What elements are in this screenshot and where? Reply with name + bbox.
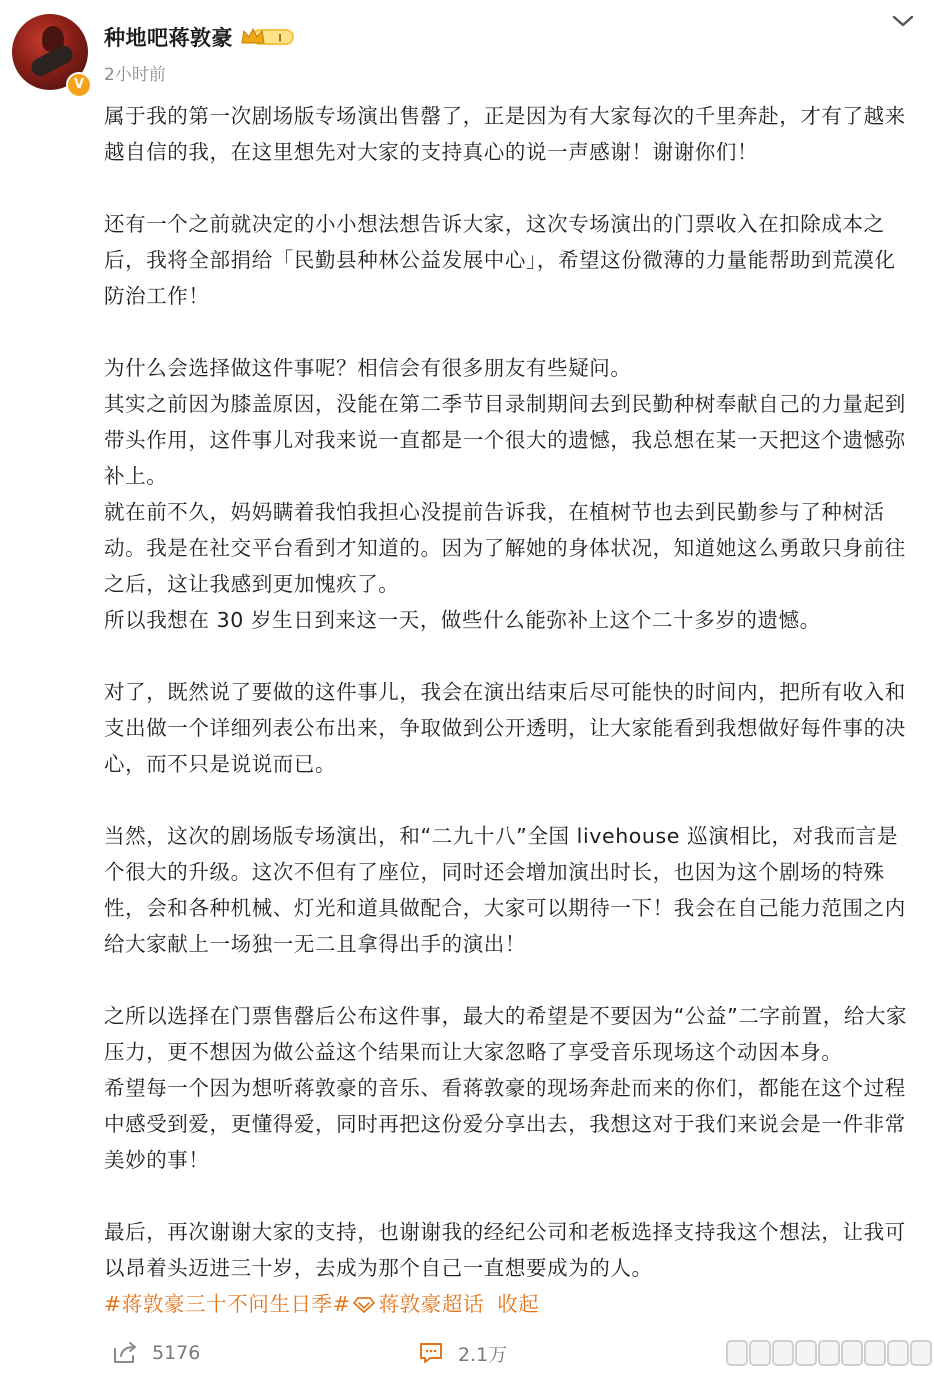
paragraph: 对了，既然说了要做的这件事儿，我会在演出结束后尽可能快的时间内，把所有收入和支出做一个详细列表公布出来，争取做到公开透明，让大家能看到我想做好每件事的决心，而不只是说说而已。 xyxy=(104,680,906,776)
comment-icon xyxy=(418,1341,444,1365)
paragraph-gap xyxy=(104,782,912,818)
paragraph-gap xyxy=(104,314,912,350)
super-topic-link[interactable]: 蒋敦豪超话 xyxy=(378,1292,485,1316)
comment-button[interactable] xyxy=(418,1338,507,1368)
watermark-block xyxy=(887,1340,909,1366)
badge-level: I xyxy=(278,32,282,45)
chevron-down-icon[interactable] xyxy=(890,10,916,32)
paragraph: 最后，再次谢谢大家的支持，也谢谢我的经纪公司和老板选择支持我这个想法，让我可以昂着头迈进三十岁，去成为那个自己一直想要成为的人。 xyxy=(104,1220,906,1280)
paragraph: 其实之前因为膝盖原因，没能在第二季节目录制期间去到民勤种树奉献自己的力量起到带头作用，这件事儿对我来说一直都是一个很大的遗憾，我总想在某一天把这个遗憾弥补上。 xyxy=(104,392,906,488)
comment-count: 2.1万 xyxy=(458,1343,508,1366)
username[interactable]: 种地吧蒋敦豪 xyxy=(104,26,233,50)
paragraph: 之所以选择在门票售罄后公布这件事，最大的希望是不要因为“公益”二字前置，给大家压力，更不想因为做公益这个结果而让大家忽略了享受音乐现场这个动因本身。 xyxy=(104,1004,908,1064)
paragraph: 为什么会选择做这件事呢？相信会有很多朋友有些疑问。 xyxy=(104,356,632,380)
watermark-block xyxy=(749,1340,771,1366)
paragraph: 所以我想在 30 岁生日到来这一天，做些什么能弥补上这个二十多岁的遗憾。 xyxy=(104,608,821,632)
paragraph-gap xyxy=(104,638,912,674)
paragraph: 就在前不久，妈妈瞒着我怕我担心没提前告诉我，在植树节也去到民勤参与了种树活动。我是在社交平台看到才知道的。因为了解她的身体状况，知道她这么勇敢只身前往之后，这让我感到更加愧疚了。 xyxy=(104,500,906,596)
watermark-block xyxy=(910,1340,932,1366)
watermark-block xyxy=(864,1340,886,1366)
paragraph: 希望每一个因为想听蒋敦豪的音乐、看蒋敦豪的现场奔赴而来的你们，都能在这个过程中感受到爱，更懂得爱，同时再把这份爱分享出去，我想这对于我们来说会是一件非常美妙的事！ xyxy=(104,1076,906,1172)
paragraph-gap xyxy=(104,1178,912,1214)
post-header xyxy=(0,0,934,96)
paragraph: 当然，这次的剧场版专场演出，和“二九十八”全国 livehouse 巡演相比，对我而言是个很大的升级。这次不但有了座位，同时还会增加演出时长，也因为这个剧场的特殊性，会和各种机械、灯光和道具做配合，大家可以期待一下！我会在自己能力范围之内给大家献上一场独一无二且拿得出手的演出！ xyxy=(104,824,906,956)
post-body xyxy=(104,98,912,1286)
watermark-block xyxy=(841,1340,863,1366)
collapse-link[interactable]: 收起 xyxy=(497,1292,540,1316)
verified-v-icon: V xyxy=(66,72,92,98)
paragraph: 属于我的第一次剧场版专场演出售罄了，正是因为有大家每次的千里奔赴，才有了越来越自信的我，在这里想先对大家的支持真心的说一声感谢！谢谢你们！ xyxy=(104,104,906,164)
super-topic-diamond-icon xyxy=(353,1297,375,1313)
tag-line xyxy=(104,1286,539,1322)
watermark-block xyxy=(818,1340,840,1366)
watermark-block xyxy=(772,1340,794,1366)
paragraph-gap xyxy=(104,170,912,206)
post-time: 2小时前 xyxy=(104,65,166,85)
watermark-block xyxy=(726,1340,748,1366)
hashtag-link[interactable]: #蒋敦豪三十不问生日季# xyxy=(104,1292,351,1316)
action-bar xyxy=(0,1330,934,1380)
paragraph-gap xyxy=(104,962,912,998)
watermark xyxy=(726,1340,933,1366)
watermark-block xyxy=(795,1340,817,1366)
crown-level-badge-icon[interactable] xyxy=(240,26,296,48)
share-count: 5176 xyxy=(152,1342,201,1364)
paragraph: 还有一个之前就决定的小小想法想告诉大家，这次专场演出的门票收入在扣除成本之后，我将全部捐给「民勤县种林公益发展中心」，希望这份微薄的力量能帮助到荒漠化防治工作！ xyxy=(104,212,896,308)
share-button[interactable] xyxy=(112,1338,200,1368)
share-icon xyxy=(112,1341,138,1365)
